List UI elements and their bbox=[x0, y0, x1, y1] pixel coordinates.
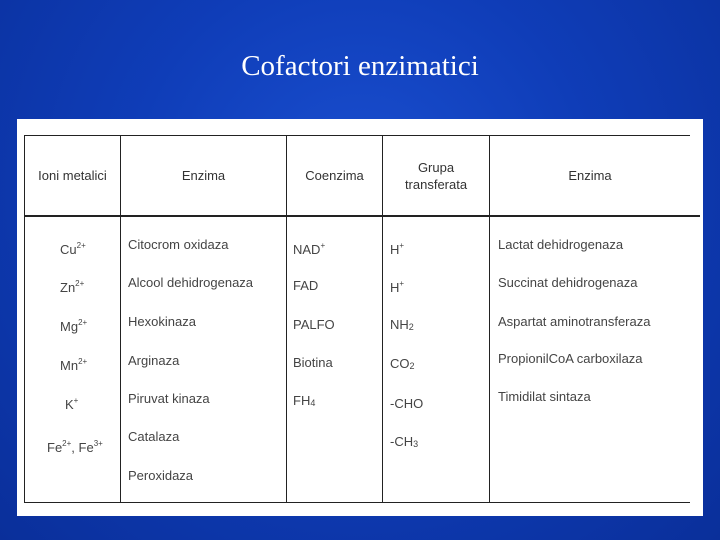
table-image-panel bbox=[17, 119, 703, 516]
group-cell: H+ bbox=[390, 279, 405, 295]
header-divider bbox=[25, 215, 700, 217]
group-cell: $NH_2$ bbox=[390, 317, 414, 332]
header-enzima: Enzima bbox=[181, 168, 226, 183]
cofactor-table bbox=[24, 135, 690, 503]
ion-cell: $Zn^{2+}$ bbox=[60, 279, 85, 295]
header-coenzima: Coenzima bbox=[305, 168, 364, 183]
enzyme-cell: Hexokinaza bbox=[128, 314, 196, 329]
group-cell: $-CH_3$ bbox=[390, 434, 419, 449]
header-enzima-2: Enzima bbox=[568, 168, 612, 183]
ion-cell: $Mg^{2+}$ bbox=[60, 318, 88, 334]
enzyme-cell: Arginaza bbox=[128, 353, 180, 368]
coenzyme-cell: PALFO bbox=[293, 317, 335, 332]
header-ioni-metalici: Ioni metalici bbox=[38, 168, 107, 183]
coenzyme-cell: FAD bbox=[293, 278, 319, 293]
enzyme2-cell: Aspartat aminotransferaza bbox=[498, 314, 651, 329]
ion-cell: $Cu^{2+}$ bbox=[60, 241, 86, 257]
enzyme2-cell: Succinat dehidrogenaza bbox=[498, 275, 638, 290]
coenzyme-cell: Biotina bbox=[293, 355, 333, 370]
enzyme2-cell: Timidilat sintaza bbox=[498, 389, 591, 404]
header-grupa-transferata: Grupa transferata bbox=[404, 159, 468, 192]
enzyme2-cell: Lactat dehidrogenaza bbox=[498, 237, 624, 252]
enzyme2-cell: PropionilCoA carboxilaza bbox=[498, 351, 643, 366]
coenzyme-cell: $FH_4$ bbox=[293, 393, 316, 408]
ion-cell: $Mn^{2+}$ bbox=[60, 357, 88, 373]
enzyme-cell: Piruvat kinaza bbox=[128, 391, 210, 406]
slide-title: Cofactori enzimatici bbox=[241, 50, 479, 82]
group-cell: -CHO bbox=[390, 396, 424, 411]
coenzyme-cell: NAD+ bbox=[293, 241, 326, 257]
ion-cell: $Fe^{2+}$, $Fe^{3+}$ bbox=[47, 439, 103, 455]
group-cell: $CO_2$ bbox=[390, 356, 415, 371]
enzyme-cell: Peroxidaza bbox=[128, 468, 194, 483]
enzyme-cell: Alcool dehidrogenaza bbox=[128, 275, 254, 290]
group-cell: H+ bbox=[390, 241, 405, 257]
enzyme-cell: Catalaza bbox=[128, 429, 180, 444]
ion-cell: K+ bbox=[65, 396, 79, 412]
enzyme-cell: Citocrom oxidaza bbox=[128, 237, 229, 252]
